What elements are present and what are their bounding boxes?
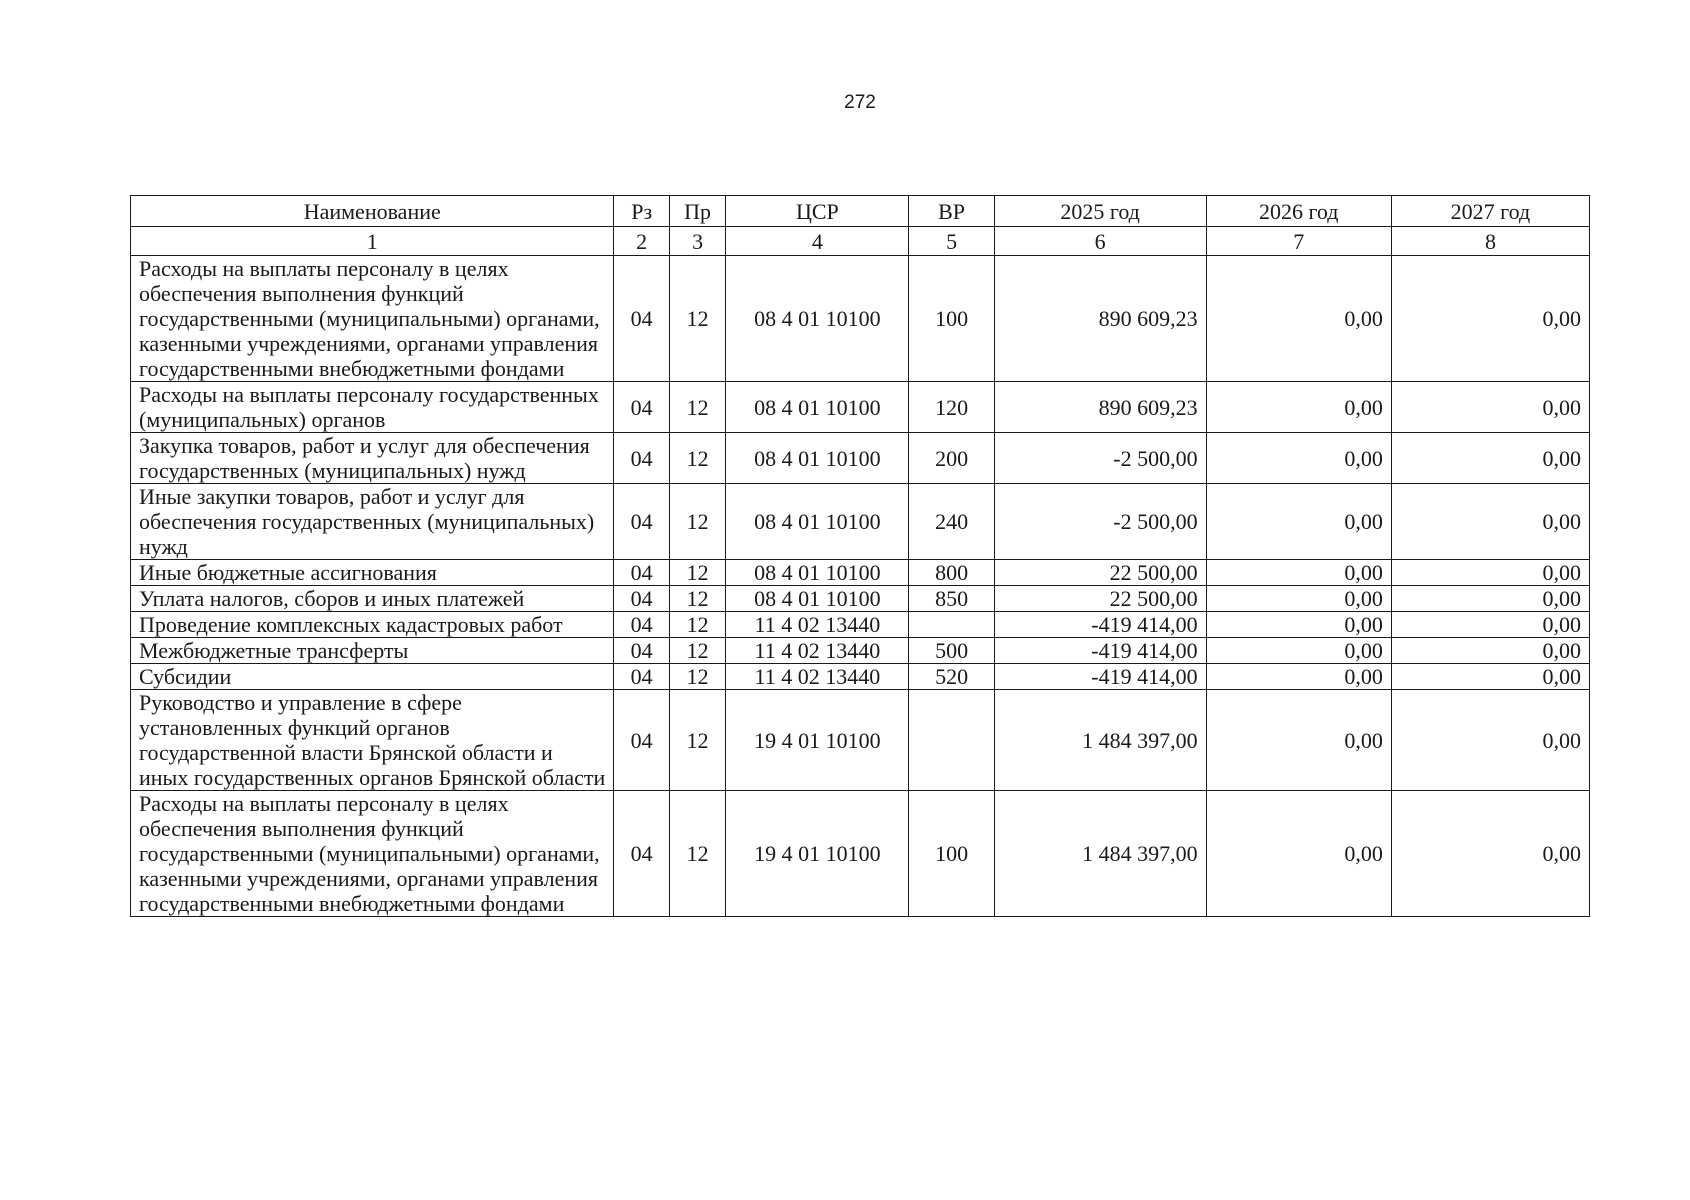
- header-rz: Рз: [614, 196, 669, 227]
- cell-csr: 08 4 01 10100: [726, 560, 909, 586]
- cell-csr: 08 4 01 10100: [726, 433, 909, 484]
- column-number: 6: [994, 227, 1206, 256]
- cell-name: Расходы на выплаты персоналу государственных (муниципальных) органов: [131, 382, 614, 433]
- column-number: 5: [909, 227, 994, 256]
- cell-2025: 22 500,00: [994, 586, 1206, 612]
- cell-2025: 890 609,23: [994, 382, 1206, 433]
- cell-rz: 04: [614, 791, 669, 917]
- cell-2026: 0,00: [1206, 664, 1391, 690]
- header-vr: ВР: [909, 196, 994, 227]
- cell-rz: 04: [614, 612, 669, 638]
- cell-2026: 0,00: [1206, 433, 1391, 484]
- table-row: [131, 586, 1590, 612]
- cell-pr: 12: [669, 484, 725, 560]
- cell-2025: -2 500,00: [994, 433, 1206, 484]
- column-number: 2: [614, 227, 669, 256]
- cell-2027: 0,00: [1391, 638, 1589, 664]
- header-name: Наименование: [131, 196, 614, 227]
- cell-pr: 12: [669, 690, 725, 791]
- cell-2025: -419 414,00: [994, 638, 1206, 664]
- cell-2025: 1 484 397,00: [994, 791, 1206, 917]
- cell-csr: 08 4 01 10100: [726, 382, 909, 433]
- column-number: 7: [1206, 227, 1391, 256]
- table-row: [131, 638, 1590, 664]
- column-number-row: [131, 227, 1590, 256]
- cell-pr: 12: [669, 791, 725, 917]
- cell-csr: 11 4 02 13440: [726, 612, 909, 638]
- cell-vr: 500: [909, 638, 994, 664]
- cell-vr: [909, 690, 994, 791]
- table-row: [131, 256, 1590, 382]
- table-body: [131, 256, 1590, 917]
- cell-rz: 04: [614, 256, 669, 382]
- table-row: [131, 690, 1590, 791]
- table-row: [131, 484, 1590, 560]
- cell-name: Субсидии: [131, 664, 614, 690]
- cell-vr: 120: [909, 382, 994, 433]
- cell-2025: 890 609,23: [994, 256, 1206, 382]
- table-row: [131, 433, 1590, 484]
- cell-rz: 04: [614, 664, 669, 690]
- cell-2027: 0,00: [1391, 433, 1589, 484]
- cell-2026: 0,00: [1206, 382, 1391, 433]
- cell-vr: 100: [909, 256, 994, 382]
- cell-2025: -419 414,00: [994, 664, 1206, 690]
- cell-2027: 0,00: [1391, 382, 1589, 433]
- table-row: [131, 791, 1590, 917]
- cell-vr: 520: [909, 664, 994, 690]
- cell-name: Расходы на выплаты персоналу в целях обеспечения выполнения функций государственными (муниципальными) органами, казенными учреждениями, органами управления государственными внебюджетными фондами: [131, 791, 614, 917]
- cell-2025: 22 500,00: [994, 560, 1206, 586]
- table-row: [131, 664, 1590, 690]
- cell-2026: 0,00: [1206, 484, 1391, 560]
- cell-name: Проведение комплексных кадастровых работ: [131, 612, 614, 638]
- header-row: [131, 196, 1590, 227]
- cell-name: Уплата налогов, сборов и иных платежей: [131, 586, 614, 612]
- page-number: 272: [844, 92, 876, 113]
- header-2025: 2025 год: [994, 196, 1206, 227]
- budget-table: [130, 195, 1590, 917]
- cell-pr: 12: [669, 664, 725, 690]
- cell-2027: 0,00: [1391, 664, 1589, 690]
- cell-2027: 0,00: [1391, 484, 1589, 560]
- cell-2026: 0,00: [1206, 586, 1391, 612]
- cell-vr: 240: [909, 484, 994, 560]
- cell-csr: 11 4 02 13440: [726, 638, 909, 664]
- cell-rz: 04: [614, 433, 669, 484]
- cell-name: Иные бюджетные ассигнования: [131, 560, 614, 586]
- cell-rz: 04: [614, 638, 669, 664]
- cell-2027: 0,00: [1391, 612, 1589, 638]
- header-csr: ЦСР: [726, 196, 909, 227]
- cell-csr: 19 4 01 10100: [726, 690, 909, 791]
- cell-vr: 200: [909, 433, 994, 484]
- column-number: 1: [131, 227, 614, 256]
- cell-pr: 12: [669, 382, 725, 433]
- header-pr: Пр: [669, 196, 725, 227]
- cell-2027: 0,00: [1391, 586, 1589, 612]
- cell-vr: 850: [909, 586, 994, 612]
- cell-csr: 08 4 01 10100: [726, 484, 909, 560]
- header-2027: 2027 год: [1391, 196, 1589, 227]
- cell-2026: 0,00: [1206, 256, 1391, 382]
- cell-csr: 08 4 01 10100: [726, 256, 909, 382]
- cell-name: Закупка товаров, работ и услуг для обеспечения государственных (муниципальных) нужд: [131, 433, 614, 484]
- column-number: 3: [669, 227, 725, 256]
- column-number: 4: [726, 227, 909, 256]
- cell-2027: 0,00: [1391, 256, 1589, 382]
- cell-2027: 0,00: [1391, 560, 1589, 586]
- cell-pr: 12: [669, 433, 725, 484]
- table-row: [131, 560, 1590, 586]
- cell-2025: -2 500,00: [994, 484, 1206, 560]
- cell-rz: 04: [614, 586, 669, 612]
- cell-rz: 04: [614, 690, 669, 791]
- cell-pr: 12: [669, 638, 725, 664]
- column-number: 8: [1391, 227, 1589, 256]
- table-row: [131, 382, 1590, 433]
- cell-pr: 12: [669, 256, 725, 382]
- cell-2026: 0,00: [1206, 690, 1391, 791]
- cell-rz: 04: [614, 382, 669, 433]
- table-row: [131, 612, 1590, 638]
- cell-csr: 08 4 01 10100: [726, 586, 909, 612]
- cell-2027: 0,00: [1391, 791, 1589, 917]
- cell-2025: -419 414,00: [994, 612, 1206, 638]
- cell-pr: 12: [669, 560, 725, 586]
- cell-pr: 12: [669, 612, 725, 638]
- cell-2026: 0,00: [1206, 612, 1391, 638]
- cell-2026: 0,00: [1206, 638, 1391, 664]
- cell-csr: 19 4 01 10100: [726, 791, 909, 917]
- cell-vr: 800: [909, 560, 994, 586]
- cell-vr: 100: [909, 791, 994, 917]
- cell-name: Иные закупки товаров, работ и услуг для обеспечения государственных (муниципальных) нужд: [131, 484, 614, 560]
- cell-2026: 0,00: [1206, 560, 1391, 586]
- cell-2025: 1 484 397,00: [994, 690, 1206, 791]
- cell-rz: 04: [614, 560, 669, 586]
- cell-2027: 0,00: [1391, 690, 1589, 791]
- cell-name: Межбюджетные трансферты: [131, 638, 614, 664]
- cell-name: Руководство и управление в сфере установленных функций органов государственной власти Брянской области и иных государственных органов Брянской области: [131, 690, 614, 791]
- cell-name: Расходы на выплаты персоналу в целях обеспечения выполнения функций государственными (муниципальными) органами, казенными учреждениями, органами управления государственными внебюджетными фондами: [131, 256, 614, 382]
- cell-pr: 12: [669, 586, 725, 612]
- cell-rz: 04: [614, 484, 669, 560]
- header-2026: 2026 год: [1206, 196, 1391, 227]
- cell-vr: [909, 612, 994, 638]
- cell-2026: 0,00: [1206, 791, 1391, 917]
- cell-csr: 11 4 02 13440: [726, 664, 909, 690]
